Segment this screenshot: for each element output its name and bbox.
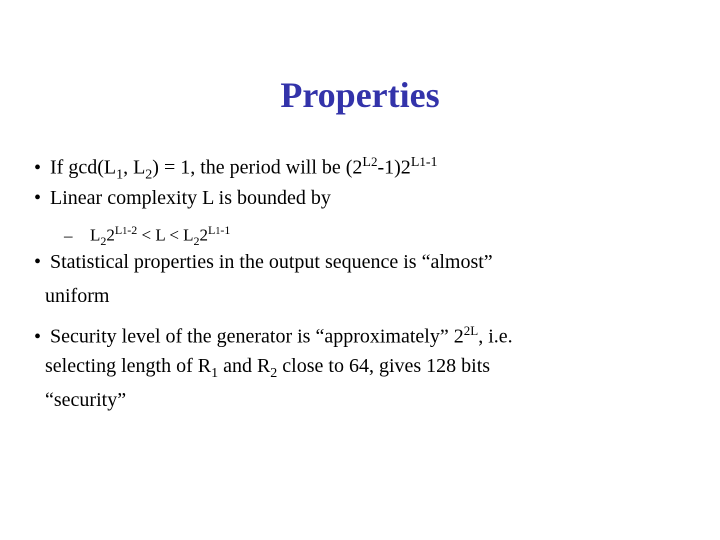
bullet-security-level-line2: selecting length of $R_1$ and $R_2$ close to 64, gives 128 bits xyxy=(45,355,491,381)
bullet-glyph: • xyxy=(34,156,42,179)
bullet-statistical-properties: • Statistical properties in the output sequence is “almost” xyxy=(34,251,493,273)
bullet-security-level-line3: “security” xyxy=(45,389,127,411)
bullet-glyph: • xyxy=(34,251,42,273)
sub-bullet-bounds: – $L_22^{L1-2} < L < L_22^{L1-1}$ xyxy=(64,223,231,249)
bullet-security-level: • Security level of the generator is “approximately” $2^{2L}$, i.e. xyxy=(34,323,513,348)
slide-title: Properties xyxy=(280,75,440,115)
bullet-linear-complexity: • Linear complexity L is bounded by xyxy=(34,187,331,209)
bullet-glyph: • xyxy=(34,325,42,348)
dash-glyph: – xyxy=(64,225,73,245)
bullet-gcd-period: • If $\gcd(L_1$, $L_2) = 1$, the period will be $(2^{L2}-1)2^{L1-1}$ xyxy=(34,154,438,183)
bullet-statistical-properties-cont: uniform xyxy=(45,285,110,307)
bullet-glyph: • xyxy=(34,187,42,209)
